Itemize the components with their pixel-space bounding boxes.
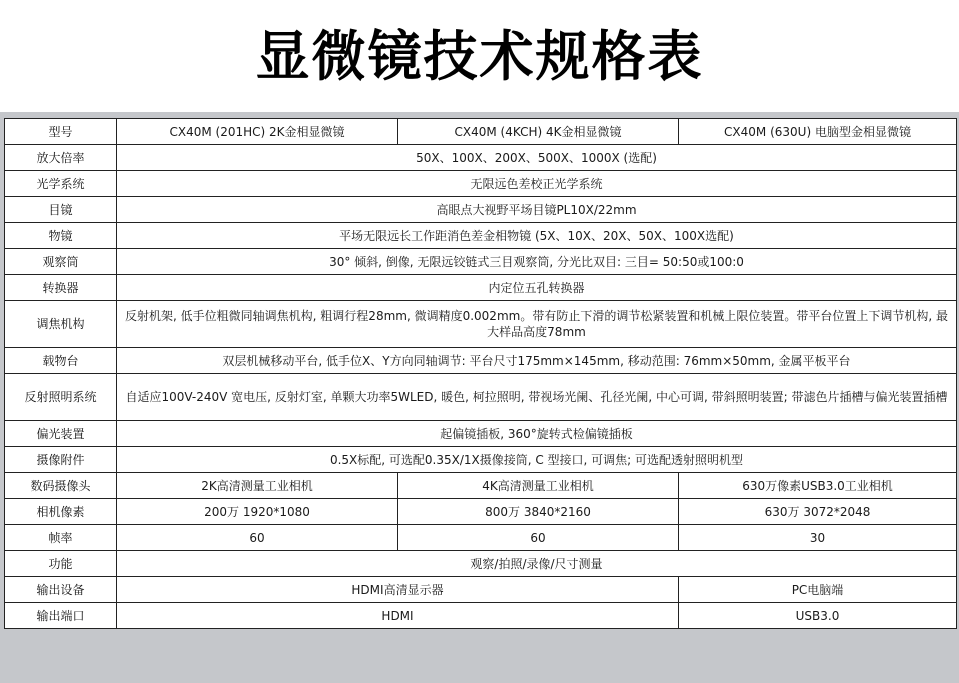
row-objective xyxy=(5,223,957,249)
cell-camera-2: 4K高清测量工业相机 xyxy=(398,473,679,499)
row-label: 放大倍率 xyxy=(5,145,117,171)
cell-value: 观察/拍照/录像/尺寸测量 xyxy=(117,551,957,577)
row-fps xyxy=(5,525,957,551)
cell-pixels-3: 630万 3072*2048 xyxy=(679,499,957,525)
row-tube xyxy=(5,249,957,275)
row-label: 偏光装置 xyxy=(5,421,117,447)
cell-value: 反射机架, 低手位粗微同轴调焦机构, 粗调行程28mm, 微调精度0.002mm。带有防止下滑的调节松紧装置和机械上限位装置。带平台位置上下调节机构, 最大样品高度78mm xyxy=(117,301,957,348)
row-pixels xyxy=(5,499,957,525)
row-camera xyxy=(5,473,957,499)
row-focus xyxy=(5,301,957,348)
row-label: 数码摄像头 xyxy=(5,473,117,499)
cell-pixels-1: 200万 1920*1080 xyxy=(117,499,398,525)
row-outport xyxy=(5,603,957,629)
row-label: 帧率 xyxy=(5,525,117,551)
cell-camera-1: 2K高清测量工业相机 xyxy=(117,473,398,499)
cell-model-2: CX40M (4KCH) 4K金相显微镜 xyxy=(398,119,679,145)
cell-value: 高眼点大视野平场目镜PL10X/22mm xyxy=(117,197,957,223)
cell-model-3: CX40M (630U) 电脑型金相显微镜 xyxy=(679,119,957,145)
cell-fps-3: 30 xyxy=(679,525,957,551)
row-label: 目镜 xyxy=(5,197,117,223)
cell-value: 内定位五孔转换器 xyxy=(117,275,957,301)
row-label: 光学系统 xyxy=(5,171,117,197)
row-nosepiece xyxy=(5,275,957,301)
cell-outport-12: HDMI xyxy=(117,603,679,629)
row-label: 转换器 xyxy=(5,275,117,301)
row-label: 摄像附件 xyxy=(5,447,117,473)
cell-fps-1: 60 xyxy=(117,525,398,551)
cell-value: 30° 倾斜, 倒像, 无限远铰链式三目观察筒, 分光比双目: 三目= 50:50或100:0 xyxy=(117,249,957,275)
cell-value: 50X、100X、200X、500X、1000X (选配) xyxy=(117,145,957,171)
cell-value: 双层机械移动平台, 低手位X、Y方向同轴调节: 平台尺寸175mm×145mm, 移动范围: 76mm×50mm, 金属平板平台 xyxy=(117,348,957,374)
cell-outport-3: USB3.0 xyxy=(679,603,957,629)
cell-value: 自适应100V-240V 宽电压, 反射灯室, 单颗大功率5WLED, 暖色, 柯拉照明, 带视场光阑、孔径光阑, 中心可调, 带斜照明装置; 带滤色片插槽与偏光装置插槽 xyxy=(117,374,957,421)
row-label: 物镜 xyxy=(5,223,117,249)
cell-value: 无限远色差校正光学系统 xyxy=(117,171,957,197)
row-outdev xyxy=(5,577,957,603)
spec-table xyxy=(4,118,957,629)
row-label: 反射照明系统 xyxy=(5,374,117,421)
row-label: 观察筒 xyxy=(5,249,117,275)
cell-outdev-3: PC电脑端 xyxy=(679,577,957,603)
row-label: 输出端口 xyxy=(5,603,117,629)
row-optics xyxy=(5,171,957,197)
row-label: 输出设备 xyxy=(5,577,117,603)
row-label: 型号 xyxy=(5,119,117,145)
cell-pixels-2: 800万 3840*2160 xyxy=(398,499,679,525)
cell-fps-2: 60 xyxy=(398,525,679,551)
cell-camera-3: 630万像素USB3.0工业相机 xyxy=(679,473,957,499)
cell-value: 0.5X标配, 可选配0.35X/1X摄像接筒, C 型接口, 可调焦; 可选配透射照明机型 xyxy=(117,447,957,473)
row-eyepiece xyxy=(5,197,957,223)
row-polar xyxy=(5,421,957,447)
row-label: 相机像素 xyxy=(5,499,117,525)
cell-model-1: CX40M (201HC) 2K金相显微镜 xyxy=(117,119,398,145)
row-camacc xyxy=(5,447,957,473)
cell-value: 平场无限远长工作距消色差金相物镜 (5X、10X、20X、50X、100X选配) xyxy=(117,223,957,249)
row-label: 功能 xyxy=(5,551,117,577)
row-model xyxy=(5,119,957,145)
row-stage xyxy=(5,348,957,374)
cell-value: 起偏镜插板, 360°旋转式检偏镜插板 xyxy=(117,421,957,447)
page-title: 显微镜技术规格表 xyxy=(255,25,704,88)
row-illum xyxy=(5,374,957,421)
row-function xyxy=(5,551,957,577)
row-label: 调焦机构 xyxy=(5,301,117,348)
cell-outdev-12: HDMI高清显示器 xyxy=(117,577,679,603)
row-magnify xyxy=(5,145,957,171)
row-label: 载物台 xyxy=(5,348,117,374)
